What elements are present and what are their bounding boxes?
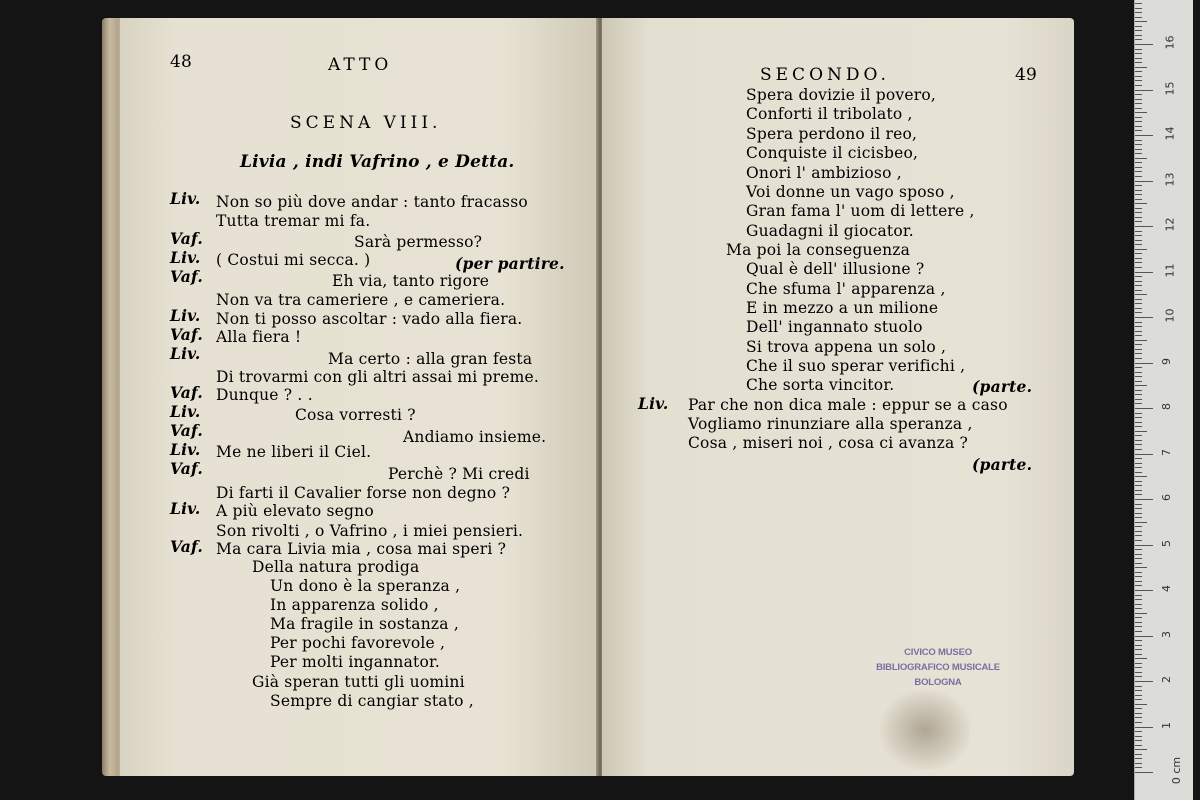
ruler-tick bbox=[1135, 749, 1147, 750]
ruler-label: 2 bbox=[1160, 676, 1173, 683]
ruler-tick bbox=[1135, 508, 1142, 509]
stage-direction: (parte. bbox=[972, 455, 1033, 474]
verse-line: In apparenza solido , bbox=[270, 596, 439, 614]
speaker-label: Vaf. bbox=[170, 267, 203, 286]
stamp-line: BOLOGNA bbox=[914, 677, 962, 688]
speaker-label: Vaf. bbox=[170, 325, 203, 344]
ruler-tick bbox=[1135, 704, 1147, 705]
verse-line: Ma cara Livia mia , cosa mai speri ? bbox=[216, 540, 507, 558]
ruler-tick bbox=[1135, 476, 1147, 477]
ruler-tick bbox=[1135, 667, 1142, 668]
ruler-tick bbox=[1135, 454, 1153, 455]
verse-line: Che sorta vincitor. bbox=[746, 376, 895, 394]
verse-line: Conforti il tribolato , bbox=[746, 105, 913, 123]
ruler-tick bbox=[1135, 535, 1142, 536]
ruler-tick bbox=[1135, 417, 1142, 418]
ruler-tick bbox=[1135, 549, 1142, 550]
speaker-label: Liv. bbox=[170, 306, 201, 325]
ruler-tick bbox=[1135, 772, 1153, 773]
speaker-label: Vaf. bbox=[170, 383, 203, 402]
right-page-header: SECONDO. bbox=[760, 65, 890, 85]
ruler-tick bbox=[1135, 258, 1142, 259]
ruler-tick bbox=[1135, 444, 1142, 445]
ruler-label: 6 bbox=[1160, 494, 1173, 501]
ruler-tick bbox=[1135, 481, 1142, 482]
verse-line: Non ti posso ascoltar : vado alla fiera. bbox=[216, 310, 523, 328]
ruler-label: 8 bbox=[1160, 403, 1173, 410]
ruler-tick bbox=[1135, 344, 1142, 345]
ruler-tick bbox=[1135, 431, 1147, 432]
speaker-label: Vaf. bbox=[170, 459, 203, 478]
ruler-tick bbox=[1135, 413, 1142, 414]
verse-line: Tutta tremar mi fa. bbox=[216, 212, 371, 230]
ruler-tick bbox=[1135, 422, 1142, 423]
ruler-tick bbox=[1135, 117, 1142, 118]
ruler-tick bbox=[1135, 708, 1142, 709]
ruler-tick bbox=[1135, 126, 1142, 127]
verse-line: Me ne liberi il Ciel. bbox=[216, 443, 372, 461]
ruler-tick bbox=[1135, 190, 1142, 191]
ruler-tick bbox=[1135, 672, 1142, 673]
ruler-label: 13 bbox=[1163, 172, 1177, 186]
ruler-tick bbox=[1135, 35, 1142, 36]
ruler-label: 3 bbox=[1160, 630, 1173, 638]
stamp-line: BIBLIOGRAFICO MUSICALE bbox=[876, 662, 1000, 673]
ruler-tick bbox=[1135, 767, 1142, 768]
ruler-tick bbox=[1135, 626, 1142, 627]
ruler-tick bbox=[1135, 695, 1142, 696]
ruler-tick bbox=[1135, 349, 1142, 350]
verse-line: A più elevato segno bbox=[216, 502, 374, 520]
ruler-tick bbox=[1135, 181, 1153, 182]
speaker-label: Vaf. bbox=[170, 537, 203, 556]
ruler-tick bbox=[1135, 385, 1147, 386]
speaker-label: Vaf. bbox=[170, 421, 203, 440]
verse-line: Gran fama l' uom di lettere , bbox=[746, 202, 975, 220]
ruler-tick bbox=[1135, 513, 1142, 514]
verse-line: Onori l' ambizioso , bbox=[746, 164, 902, 182]
ruler-tick bbox=[1135, 435, 1142, 436]
ruler-tick bbox=[1135, 80, 1142, 81]
ruler-tick bbox=[1135, 617, 1142, 618]
ruler-tick bbox=[1135, 12, 1142, 13]
ruler-tick bbox=[1135, 472, 1142, 473]
verse-line: ( Costui mi secca. ) bbox=[216, 251, 371, 269]
ruler-label: 1 bbox=[1160, 721, 1173, 729]
verse-line: Alla fiera ! bbox=[216, 328, 302, 346]
ruler-tick bbox=[1135, 272, 1153, 273]
ruler-tick bbox=[1135, 49, 1142, 50]
ruler-tick bbox=[1135, 545, 1153, 546]
ruler-tick bbox=[1135, 631, 1142, 632]
verse-line: Vogliamo rinunziare alla speranza , bbox=[688, 415, 973, 433]
speaker-label: Liv. bbox=[170, 189, 201, 208]
ruler-tick bbox=[1135, 285, 1142, 286]
verse-line: Ma certo : alla gran festa bbox=[328, 350, 533, 368]
ruler-tick bbox=[1135, 408, 1153, 409]
verse-line: Sempre di cangiar stato , bbox=[270, 692, 474, 710]
verse-line: Conquiste il cicisbeo, bbox=[746, 144, 919, 162]
ruler-label: 0 cm bbox=[1170, 756, 1184, 785]
ruler-tick bbox=[1135, 90, 1153, 91]
ruler-tick bbox=[1135, 763, 1142, 764]
verse-line: E in mezzo a un milione bbox=[746, 299, 939, 317]
ruler-tick bbox=[1135, 390, 1142, 391]
scene-persons: Livia , indi Vafrino , e Detta. bbox=[240, 152, 515, 172]
verse-line: Di trovarmi con gli altri assai mi preme. bbox=[216, 368, 540, 386]
ruler-tick bbox=[1135, 745, 1142, 746]
ruler-tick bbox=[1135, 235, 1142, 236]
ruler-tick bbox=[1135, 44, 1153, 45]
ruler-tick bbox=[1135, 94, 1142, 95]
verse-line: Per molti ingannator. bbox=[270, 653, 441, 671]
ruler-tick bbox=[1135, 312, 1142, 313]
ruler-label: 7 bbox=[1160, 448, 1173, 456]
ruler-label: 12 bbox=[1163, 217, 1177, 232]
ruler-tick bbox=[1135, 722, 1142, 723]
ruler-tick bbox=[1135, 663, 1142, 664]
ruler-tick bbox=[1135, 449, 1142, 450]
verse-line: Par che non dica male : eppur se a caso bbox=[688, 396, 1008, 414]
verse-line: Dell' ingannato stuolo bbox=[746, 318, 923, 336]
ruler-tick bbox=[1135, 595, 1142, 596]
speaker-label: Liv. bbox=[170, 440, 201, 459]
ruler-tick bbox=[1135, 358, 1142, 359]
ruler-label: 5 bbox=[1160, 539, 1173, 547]
ruler-tick bbox=[1135, 540, 1142, 541]
speaker-label: Liv. bbox=[170, 248, 201, 267]
ruler-tick bbox=[1135, 758, 1142, 759]
verse-line: Dunque ? . . bbox=[216, 386, 313, 404]
ruler-tick bbox=[1135, 690, 1142, 691]
ruler-tick bbox=[1135, 217, 1142, 218]
ruler-tick bbox=[1135, 331, 1142, 332]
ruler-tick bbox=[1135, 185, 1142, 186]
ruler-tick bbox=[1135, 522, 1147, 523]
ruler-tick bbox=[1135, 531, 1142, 532]
ruler-tick bbox=[1135, 162, 1142, 163]
ruler-tick bbox=[1135, 613, 1147, 614]
ruler-tick bbox=[1135, 440, 1142, 441]
speaker-label: Liv. bbox=[170, 499, 201, 518]
ruler-tick bbox=[1135, 740, 1142, 741]
ruler-tick bbox=[1135, 426, 1142, 427]
speaker-label: Liv. bbox=[638, 394, 669, 413]
ruler-label: 15 bbox=[1163, 81, 1177, 95]
ruler-tick bbox=[1135, 62, 1142, 63]
verse-line: Un dono è la speranza , bbox=[270, 577, 461, 595]
ruler-tick bbox=[1135, 85, 1142, 86]
ruler-tick bbox=[1135, 39, 1142, 40]
ruler-label: 4 bbox=[1160, 585, 1173, 592]
ruler-tick bbox=[1135, 203, 1147, 204]
ruler-tick bbox=[1135, 240, 1142, 241]
ruler-tick bbox=[1135, 108, 1142, 109]
ruler-tick bbox=[1135, 262, 1142, 263]
verse-line: Spera perdono il reo, bbox=[746, 125, 918, 143]
left-page-header: ATTO bbox=[328, 55, 393, 75]
ruler-tick bbox=[1135, 399, 1142, 400]
ruler-tick bbox=[1135, 731, 1142, 732]
ruler-tick bbox=[1135, 317, 1153, 318]
ruler-tick bbox=[1135, 658, 1147, 659]
measurement-ruler bbox=[1134, 0, 1193, 800]
ruler-tick bbox=[1135, 754, 1142, 755]
ruler-tick bbox=[1135, 294, 1147, 295]
ruler-tick bbox=[1135, 736, 1142, 737]
ruler-tick bbox=[1135, 71, 1142, 72]
ruler-tick bbox=[1135, 581, 1142, 582]
ruler-tick bbox=[1135, 576, 1142, 577]
ruler-tick bbox=[1135, 199, 1142, 200]
speaker-label: Vaf. bbox=[170, 229, 203, 248]
ruler-tick bbox=[1135, 17, 1142, 18]
ruler-tick bbox=[1135, 654, 1142, 655]
ruler-tick bbox=[1135, 221, 1142, 222]
ruler-tick bbox=[1135, 335, 1142, 336]
verse-line: Ma poi la conseguenza bbox=[726, 241, 911, 259]
ruler-tick bbox=[1135, 517, 1142, 518]
ruler-tick bbox=[1135, 26, 1142, 27]
ruler-tick bbox=[1135, 394, 1142, 395]
stamp-line: CIVICO MUSEO bbox=[904, 647, 972, 658]
verse-line: Eh via, tanto rigore bbox=[332, 272, 490, 290]
ruler-tick bbox=[1135, 340, 1147, 341]
ruler-tick bbox=[1135, 53, 1142, 54]
ruler-tick bbox=[1135, 467, 1142, 468]
ruler-tick bbox=[1135, 153, 1142, 154]
ruler-tick bbox=[1135, 58, 1142, 59]
verse-line: Si trova appena un solo , bbox=[746, 338, 947, 356]
verse-line: Perchè ? Mi credi bbox=[388, 465, 530, 483]
verse-line: Che il suo sperar verifichi , bbox=[746, 357, 966, 375]
ruler-tick bbox=[1135, 353, 1142, 354]
ruler-tick bbox=[1135, 167, 1142, 168]
ruler-tick bbox=[1135, 8, 1142, 9]
stage-direction: (parte. bbox=[972, 377, 1033, 396]
stage-direction: (per partire. bbox=[455, 254, 565, 273]
ruler-tick bbox=[1135, 149, 1142, 150]
verse-line: Cosa vorresti ? bbox=[295, 406, 416, 424]
ruler-tick bbox=[1135, 686, 1142, 687]
ruler-tick bbox=[1135, 267, 1142, 268]
ruler-tick bbox=[1135, 604, 1142, 605]
ruler-tick bbox=[1135, 558, 1142, 559]
ruler-tick bbox=[1135, 526, 1142, 527]
ruler-tick bbox=[1135, 717, 1142, 718]
ruler-tick bbox=[1135, 381, 1142, 382]
ruler-tick bbox=[1135, 103, 1142, 104]
ruler-tick bbox=[1135, 121, 1142, 122]
ruler-tick bbox=[1135, 372, 1142, 373]
verse-line: Sarà permesso? bbox=[354, 233, 483, 251]
ruler-tick bbox=[1135, 681, 1153, 682]
verse-line: Son rivolti , o Vafrino , i miei pensieri. bbox=[216, 522, 524, 540]
ruler-tick bbox=[1135, 244, 1142, 245]
ruler-tick bbox=[1135, 212, 1142, 213]
ruler-tick bbox=[1135, 585, 1142, 586]
verse-line: Cosa , miseri noi , cosa ci avanza ? bbox=[688, 434, 969, 452]
ruler-tick bbox=[1135, 458, 1142, 459]
verse-line: Ma fragile in sostanza , bbox=[270, 615, 459, 633]
ruler-tick bbox=[1135, 485, 1142, 486]
ruler-tick bbox=[1135, 21, 1147, 22]
ruler-tick bbox=[1135, 326, 1142, 327]
ruler-label: 14 bbox=[1163, 126, 1177, 141]
ruler-tick bbox=[1135, 490, 1142, 491]
ruler-tick bbox=[1135, 67, 1147, 68]
verse-line: Della natura prodiga bbox=[252, 558, 420, 576]
ruler-tick bbox=[1135, 322, 1142, 323]
ruler-tick bbox=[1135, 463, 1142, 464]
library-stamp bbox=[868, 645, 1008, 690]
ruler-tick bbox=[1135, 494, 1142, 495]
ruler-tick bbox=[1135, 144, 1142, 145]
verse-line: Voi donne un vago sposo , bbox=[746, 183, 955, 201]
ruler-tick bbox=[1135, 376, 1142, 377]
ruler-label: 10 bbox=[1163, 308, 1177, 323]
verse-line: Guadagni il giocator. bbox=[746, 222, 914, 240]
ruler-tick bbox=[1135, 554, 1142, 555]
ruler-tick bbox=[1135, 563, 1142, 564]
right-page-number: 49 bbox=[1015, 65, 1038, 85]
ruler-tick bbox=[1135, 308, 1142, 309]
verse-line: Già speran tutti gli uomini bbox=[252, 673, 465, 691]
ruler-tick bbox=[1135, 112, 1147, 113]
ruler-tick bbox=[1135, 176, 1142, 177]
ruler-tick bbox=[1135, 281, 1142, 282]
ruler-label: 11 bbox=[1163, 263, 1177, 277]
verse-line: Non so più dove andar : tanto fracasso bbox=[216, 193, 528, 211]
ruler-tick bbox=[1135, 403, 1142, 404]
ruler-tick bbox=[1135, 30, 1142, 31]
ruler-tick bbox=[1135, 367, 1142, 368]
ruler-tick bbox=[1135, 622, 1142, 623]
ruler-tick bbox=[1135, 140, 1142, 141]
ruler-tick bbox=[1135, 208, 1142, 209]
ruler-tick bbox=[1135, 231, 1142, 232]
ruler-tick bbox=[1135, 645, 1142, 646]
ruler-tick bbox=[1135, 171, 1142, 172]
verse-line: Qual è dell' illusione ? bbox=[746, 260, 925, 278]
ruler-tick bbox=[1135, 276, 1142, 277]
ruler-tick bbox=[1135, 499, 1153, 500]
ruler-tick bbox=[1135, 226, 1153, 227]
ruler-tick bbox=[1135, 572, 1142, 573]
ruler-tick bbox=[1135, 99, 1142, 100]
ruler-tick bbox=[1135, 363, 1153, 364]
ruler-tick bbox=[1135, 158, 1147, 159]
ruler-tick bbox=[1135, 599, 1142, 600]
ruler-tick bbox=[1135, 676, 1142, 677]
paper-stain bbox=[880, 690, 970, 770]
scene-title: SCENA VIII. bbox=[290, 113, 442, 133]
verse-line: Di farti il Cavalier forse non degno ? bbox=[216, 484, 511, 502]
ruler-tick bbox=[1135, 130, 1142, 131]
ruler-tick bbox=[1135, 699, 1142, 700]
ruler-tick bbox=[1135, 249, 1147, 250]
ruler-tick bbox=[1135, 727, 1153, 728]
ruler-tick bbox=[1135, 194, 1142, 195]
verse-line: Andiamo insieme. bbox=[403, 428, 547, 446]
ruler-tick bbox=[1135, 3, 1142, 4]
ruler-tick bbox=[1135, 567, 1147, 568]
ruler-label: 9 bbox=[1160, 357, 1173, 365]
ruler-tick bbox=[1135, 608, 1142, 609]
ruler-tick bbox=[1135, 135, 1153, 136]
verse-line: Per pochi favorevole , bbox=[270, 634, 446, 652]
ruler-tick bbox=[1135, 640, 1142, 641]
ruler-tick bbox=[1135, 504, 1142, 505]
left-page-number: 48 bbox=[170, 52, 193, 72]
ruler-tick bbox=[1135, 303, 1142, 304]
ruler-tick bbox=[1135, 590, 1153, 591]
ruler-label: 16 bbox=[1163, 35, 1177, 50]
ruler-tick bbox=[1135, 649, 1142, 650]
ruler-tick bbox=[1135, 76, 1142, 77]
verse-line: Che sfuma l' apparenza , bbox=[746, 280, 946, 298]
speaker-label: Liv. bbox=[170, 344, 201, 363]
ruler-tick bbox=[1135, 713, 1142, 714]
ruler-tick bbox=[1135, 299, 1142, 300]
ruler-tick bbox=[1135, 290, 1142, 291]
verse-line: Non va tra cameriere , e cameriera. bbox=[216, 291, 506, 309]
speaker-label: Liv. bbox=[170, 402, 201, 421]
ruler-tick bbox=[1135, 253, 1142, 254]
verse-line: Spera dovizie il povero, bbox=[746, 86, 936, 104]
ruler-tick bbox=[1135, 636, 1153, 637]
